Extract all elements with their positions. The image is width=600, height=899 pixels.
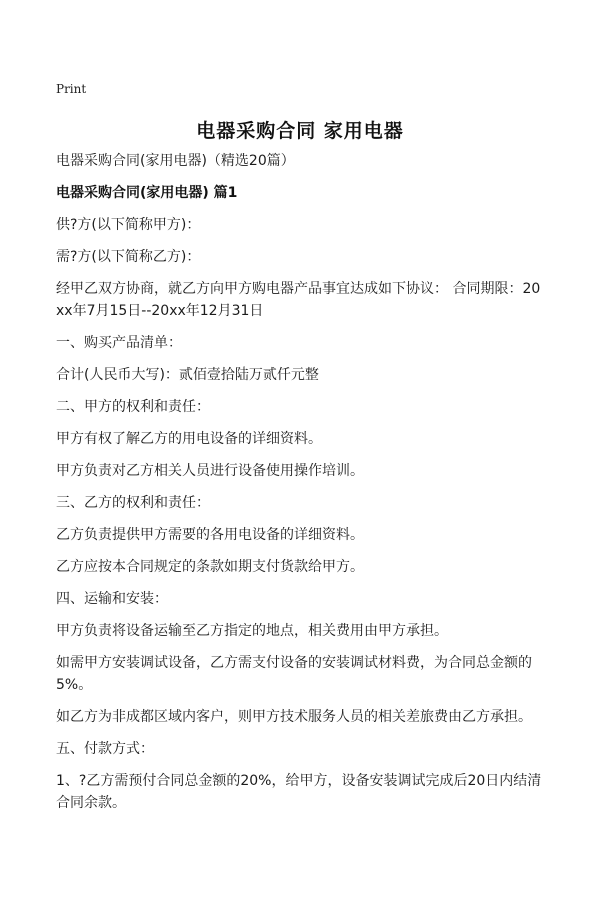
clause-heading-5: 五、付款方式： [56, 741, 154, 757]
paragraph-clause-2b: 甲方负责对乙方相关人员进行设备使用操作培训。 [56, 463, 364, 479]
document-title: 电器采购合同 家用电器 [196, 120, 404, 142]
clause-heading-1: 一、购买产品清单： [56, 335, 182, 351]
paragraph-clause-4a: 甲方负责将设备运输至乙方指定的地点，相关费用由甲方承担。 [56, 623, 448, 639]
paragraph-buyer: 需?方(以下简称乙方)： [56, 249, 201, 265]
document-body [56, 150, 546, 824]
paragraph-clause-2a: 甲方有权了解乙方的用电设备的详细资料。 [56, 431, 322, 447]
clause-heading-4: 四、运输和安装： [56, 591, 168, 607]
clause-heading-2: 二、甲方的权利和责任： [56, 399, 210, 415]
paragraph-agreement: 经甲乙双方协商，就乙方向甲方购电器产品事宜达成如下协议： 合同期限：20xx年7月15日--20xx年12月31日 [56, 281, 541, 319]
paragraph-subtitle: 电器采购合同(家用电器)（精选20篇） [56, 153, 295, 169]
paragraph-clause-3b: 乙方应按本合同规定的条款如期支付货款给甲方。 [56, 559, 364, 575]
print-label: Print [56, 82, 87, 96]
paragraph-clause-5a: 1、?乙方需预付合同总金额的20%，给甲方，设备安装调试完成后20日内结清合同余款。 [56, 773, 542, 811]
section-heading: 电器采购合同(家用电器) 篇1 [56, 185, 238, 201]
paragraph-clause-4b: 如需甲方安装调试设备，乙方需支付设备的安装调试材料费，为合同总金额的5%。 [56, 655, 532, 693]
paragraph-clause-3a: 乙方负责提供甲方需要的各用电设备的详细资料。 [56, 527, 364, 543]
paragraph-total: 合计(人民币大写)：贰佰壹拾陆万贰仟元整 [56, 367, 319, 383]
clause-heading-3: 三、乙方的权利和责任： [56, 495, 210, 511]
paragraph-clause-4c: 如乙方为非成都区域内客户，则甲方技术服务人员的相关差旅费由乙方承担。 [56, 709, 532, 725]
paragraph-supplier: 供?方(以下简称甲方)： [56, 217, 201, 233]
